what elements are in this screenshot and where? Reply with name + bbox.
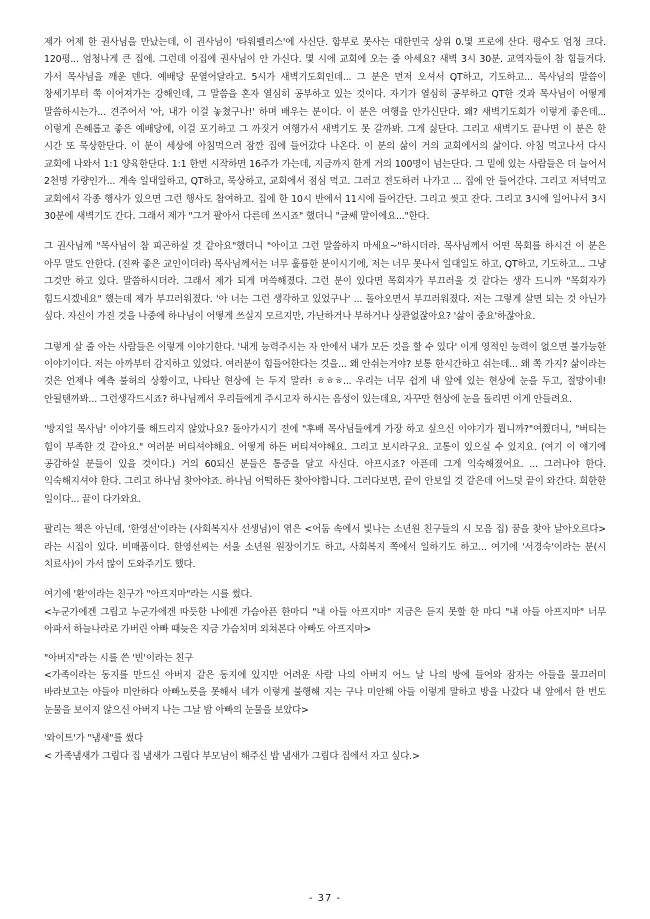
paragraph-poem-smell	[44, 730, 606, 765]
paragraph-poem-father	[44, 650, 606, 720]
poem-intro: '와이트'가 "냄새"를 썼다	[44, 733, 143, 745]
poem-intro: 여기에 '환'이라는 친구가 "아프지마"라는 시를 썼다.	[44, 589, 253, 601]
paragraph-endurance: '방지일 목사님' 이야기를 해드리지 않았나요? 돌아가시기 전에 "후배 목사님들에게 가장 하고 싶으신 이야기가 뭡니까?"여쭸더니, "버티는 힘이 부족한 것 같아요." 여러분 버티셔야해요. 어떻게 하든 버티셔야해요. 그리고 보시라구요. 고통이 있으실 수 있지요. (여기 이 얘기에 공감하실 분들이 있을 것이다.) 거의 60되신 분들은 통증을 달고 사신다. 아프시죠? 아픈데 그게 익숙해졌어요. ... 그러나야 한다. 익숙해지셔야 한다. 그리고 하나님 찾아야죠. 하나님 어떡하든 찾아야합니다. 그러다보면, 끝이 안보일 것 같은데 어느덧 끝이 와간다. 희한한 일이다... 끝이 다가와요.	[44, 424, 606, 505]
paragraph-poetry-book: 팔리는 책은 아닌데, '한영선'이라는 (사회복지사 선생님)이 엮은 <어둠 속에서 빛나는 소년원 친구들의 시 모음 집) 꿈을 찾아 날아오르다>라는 시집이 있다. 비매품이다. 한영선씨는 서울 소년원 원장이기도 하고, 사회복지 쪽에서 일하기도 하고... 여기에 '서경숙'이라는 분(시 치료사)이 가서 많이 도와주기도 했다.	[44, 524, 606, 570]
paragraph-poem-dont-be-sick	[44, 586, 606, 638]
poem-intro: "아버지"라는 시를 쓴 '빈'이라는 친구	[44, 652, 194, 664]
poem-text: <누군가에겐 그립고 누군가에겐 따듯한 나에겐 가슴아픈 한마디 "내 아들 아프지마" 지금은 듣지 못할 한 마디 "내 아들 아프지마" 너무 아파서 하늘나라로 가버린 아빠 때늦은 지금 가슴치며 외쳐본다 아빠도 아프지마>	[44, 606, 606, 636]
poem-text: <가족이라는 동지를 만드신 아버지 같은 동지에 있지만 어려운 사람 나의 아버지 어느 날 나의 방에 들어와 잠자는 아들을 물끄러미 바라보고는 아들아 미안하다 아빠노릇을 못해서 네가 이렇게 불행해 지는 구나 미안해 아들 이렇게 말하고 방을 나갔다 내 앞에서 한 번도 눈물을 보이지 않으신 아버지 나는 그날 밤 아빠의 눈물을 보았다>	[44, 670, 606, 716]
paragraph-kwonsa-story: 제가 어제 한 권사님을 만났는데, 이 권사님이 '타워펠리스'에 사신단. 함부로 못사는 대한민국 상위 0.몇 프로에 산다. 평수도 엄청 크다. 120평... 엄청나게 큰 집에. 그런데 이집에 권사님이 안 가신다. 몇 시에 교회에 오는 줄 아세요? 새벽 3시 30분. 교역자들이 참 힘들거다. 가서 목사님을 깨운 덴다. 예배당 문열어달라고. 5시가 새벽기도회인데... 그 분은 먼저 오셔서 QT하고, 기도하고... 목사님의 말씀이 창세기부터 쭉 이어져가는 강해인데, 그 말씀을 혼자 열심히 공부하고 있는 것이다. 자기가 열심히 공부하고 QT한 것과 목사님이 어떻게 말씀하시는가... 견주어서 '아, 내가 이걸 놓쳤구나!' 하며 배우는 분이다. 이 분은 여행을 안가신단다. 왜? 새벽기도회가 이렇게 좋은데... 이렇게 은혜롭고 좋은 예배당에, 이걸 포기하고 그 까짓거 여행가서 새벽기도 못 갈까봐. 그게 싫단다. 그리고 새벽기도 끝나면 이 분은 한 시간 또 묵상한단다. 이 분이 세상에 아침먹으러 잠깐 집에 들어갔다 나온다. 이 분의 삶이 거의 교회에서의 삶이다. 아침 먹고나서 다시 교회에 나와서 1:1 양육한단다. 1:1 한번 시작하면 16주가 가는데, 지금까지 한게 거의 100명이 넘는단다. 그 밑에 있는 사람들은 더 늘어서 2천명 가량인가... 계속 일대일하고, QT하고, 묵상하고, 교회에서 점심 먹고. 그러고 전도하러 나가고 ... 집에 안 들어간다. 그리고 저녁먹고 교회에서 각종 행사가 있으면 그런 행사도 참여하고. 집에 한 10시 반에서 11시에 들어간단. 그리고 씻고 잔다. 그리고 3시에 일어나서 3시 30분에 새벽기도 간다. 그래서 제가 "그거 팔아서 다른데 쓰시죠" 했더니 "글쎄 말이에요..."한다.	[44, 37, 606, 223]
paragraph-pastor-conversation: 그 권사님께 "목사님이 참 피곤하실 것 같아요"했더니 "아이고 그런 말씀하지 마세요~"하시더라. 목사님께서 어떤 목회를 하시건 이 분은 아무 말도 안한다. (진짜 좋은 교인이더라) 목사님께서는 너무 훌륭한 분이시기에, 저는 너무 못나서 일대일도 하고, QT하고, 기도하고... 그냥 그것만 하고 있다. 말씀하시더라. 그래서 제가 되게 머쓱해졌다. 그런 분이 있다면 목회자가 부끄러울 것 같다는 생각 드니까 "목회자가 힘드시겠네요" 했는데 제가 부끄러워졌다. '아 너는 그런 생각하고 있었구나' ... 돌아오면서 부끄러워졌다. 저는 그렇게 살면 되는 것 아닌가 싶다. 자신이 가진 것을 나중에 하나님이 어떻게 쓰실지 모르지만, 가난하거나 부하거나 상관없잖아요? '삶이 중요'하잖아요.	[44, 241, 606, 323]
page-number: - 37 -	[308, 893, 342, 904]
poem-text: < 가족냄새가 그립다 집 냄새가 그립다 부모님이 해주신 밥 냄새가 그립다 집에서 자고 싶다.>	[44, 750, 420, 762]
paragraph-spiritual-power: 그렇게 살 줄 아는 사람들은 이렇게 이야기한다. '내게 능력주시는 자 안에서 내가 모든 것을 할 수 있다' 이게 영적인 능력이 없으면 불가능한 이야기이다. 저는 아까부터 감지하고 있었다. 여러분이 힘들어한다는 것을... 왜 안쉬는거야? 보통 한시간하고 쉬는데... 왜 쪽 가지? 삶이라는 것은 언제나 예측 불허의 상황이고, 나타난 현상에 는 두지 말라! ㅎㅎㅎ... 우리는 너무 쉽게 내 앞에 있는 현상에 눈을 두고, 절망이네! 안될텐까봐... 그런생각드시죠? 하나님께서 우리들에게 주시고자 하시는 음성이 있는데요, 자꾸만 현상에 눈을 돌리면 이게 안들려요.	[44, 341, 606, 405]
